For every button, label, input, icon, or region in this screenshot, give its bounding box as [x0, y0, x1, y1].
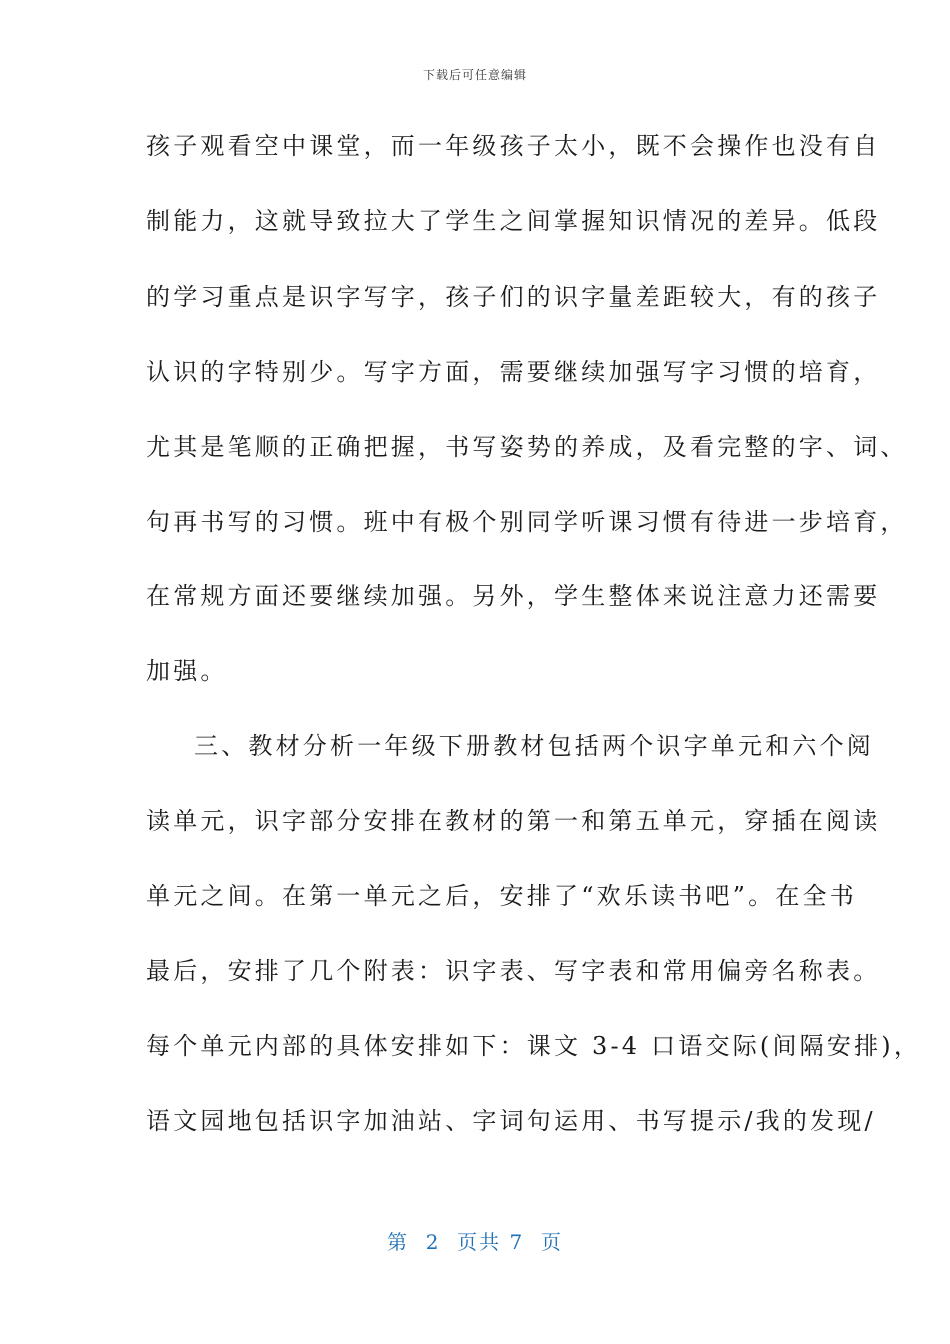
- paragraph-start-line: 三、教材分析一年级下册教材包括两个识字单元和六个阅: [194, 732, 874, 760]
- text-line: 在常规方面还要继续加强。另外，学生整体来说注意力还需要: [146, 582, 881, 610]
- text-line: 句再书写的习惯。班中有极个别同学听课习惯有待进一步培育，: [146, 508, 908, 536]
- page-header: 下载后可任意编辑: [422, 68, 527, 82]
- text-line: 制能力，这就导致拉大了学生之间掌握知识情况的差异。低段: [146, 207, 881, 235]
- text-line: 语文园地包括识字加油站、字词句运用、书写提示/我的发现/: [146, 1107, 876, 1135]
- text-line: 的学习重点是识字写字，孩子们的识字量差距较大，有的孩子: [146, 283, 881, 311]
- current-page-number: 2: [425, 1230, 441, 1254]
- page-footer: [0, 1226, 950, 1255]
- text-line: 每个单元内部的具体安排如下：课文 3-4 口语交际(间隔安排)，: [146, 1032, 922, 1060]
- text-line: 尤其是笔顺的正确把握，书写姿势的养成，及看完整的字、词、: [146, 433, 908, 461]
- text-line: 加强。: [146, 657, 228, 685]
- footer-suffix: 页: [540, 1230, 563, 1254]
- text-line: 孩子观看空中课堂，而一年级孩子太小，既不会操作也没有自: [146, 132, 881, 160]
- footer-prefix: 第: [387, 1230, 409, 1254]
- text-line: 读单元，识字部分安排在教材的第一和第五单元，穿插在阅读: [146, 807, 881, 835]
- text-line: 最后，安排了几个附表：识字表、写字表和常用偏旁名称表。: [146, 957, 881, 985]
- footer-middle: 页共: [457, 1230, 502, 1254]
- total-page-number: 7: [509, 1230, 525, 1254]
- text-line: 单元之间。在第一单元之后，安排了“欢乐读书吧”。在全书: [146, 882, 857, 910]
- text-line: 认识的字特别少。写字方面，需要继续加强写字习惯的培育，: [146, 358, 881, 386]
